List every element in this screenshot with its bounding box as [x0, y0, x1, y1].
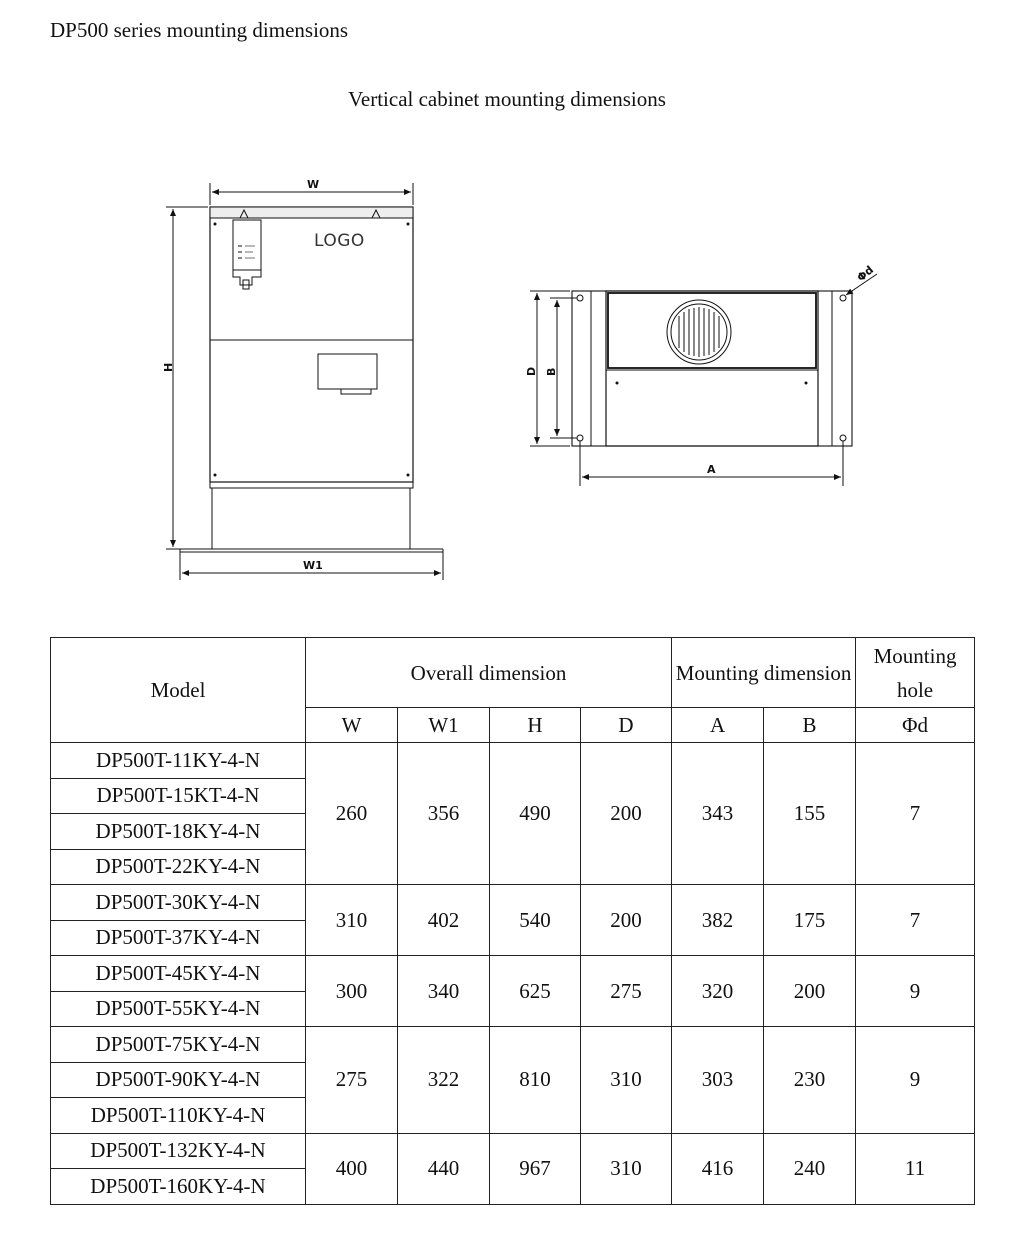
- table-row: [51, 743, 975, 779]
- value-b: 240: [764, 1133, 856, 1204]
- value-w1: 402: [398, 885, 490, 956]
- dim-label-hole: Φd: [854, 263, 877, 285]
- dim-label-a: A: [707, 463, 716, 476]
- value-d: 275: [581, 956, 672, 1027]
- table-row: [51, 885, 975, 921]
- table-row: [51, 1133, 975, 1169]
- side-view-drawing: [530, 274, 877, 486]
- dim-label-d: D: [525, 366, 538, 376]
- table-row: [51, 1027, 975, 1063]
- figure-caption: Vertical cabinet mounting dimensions: [348, 87, 666, 111]
- value-d: 310: [581, 1027, 672, 1134]
- model-cell: DP500T-160KY-4-N: [51, 1169, 306, 1205]
- model-cell: DP500T-15KT-4-N: [51, 778, 306, 814]
- model-cell: DP500T-45KY-4-N: [51, 956, 306, 992]
- table-row: [51, 956, 975, 992]
- value-d: 200: [581, 743, 672, 885]
- dim-label-h: H: [162, 362, 175, 372]
- dim-label-b: B: [545, 367, 558, 376]
- value-w: 260: [306, 743, 398, 885]
- value-hole: 9: [856, 1027, 975, 1134]
- header-mounting-hole: Mounting hole: [856, 638, 975, 708]
- value-a: 416: [672, 1133, 764, 1204]
- column-header-b: B: [764, 708, 856, 743]
- value-a: 303: [672, 1027, 764, 1134]
- dim-label-w: W: [307, 178, 320, 191]
- dimensions-table: [50, 637, 975, 1205]
- value-w1: 340: [398, 956, 490, 1027]
- header-model: Model: [51, 638, 306, 743]
- value-w1: 322: [398, 1027, 490, 1134]
- model-cell: DP500T-37KY-4-N: [51, 920, 306, 956]
- dim-label-w1: W1: [303, 559, 323, 572]
- model-cell: DP500T-75KY-4-N: [51, 1027, 306, 1063]
- value-a: 320: [672, 956, 764, 1027]
- value-w: 400: [306, 1133, 398, 1204]
- value-b: 230: [764, 1027, 856, 1134]
- document-title: DP500 series mounting dimensions: [50, 18, 349, 42]
- model-cell: DP500T-30KY-4-N: [51, 885, 306, 921]
- model-cell: DP500T-90KY-4-N: [51, 1062, 306, 1098]
- value-b: 155: [764, 743, 856, 885]
- value-d: 200: [581, 885, 672, 956]
- column-header-hole: Φd: [856, 708, 975, 743]
- value-b: 175: [764, 885, 856, 956]
- header-overall-dimension: Overall dimension: [306, 638, 672, 708]
- value-a: 343: [672, 743, 764, 885]
- model-cell: DP500T-11KY-4-N: [51, 743, 306, 779]
- value-w: 300: [306, 956, 398, 1027]
- value-h: 490: [490, 743, 581, 885]
- value-w1: 356: [398, 743, 490, 885]
- value-w: 275: [306, 1027, 398, 1134]
- logo-text: LOGO: [314, 231, 365, 251]
- header-mounting-dimension: Mounting dimension: [672, 638, 856, 708]
- model-cell: DP500T-132KY-4-N: [51, 1133, 306, 1169]
- value-b: 200: [764, 956, 856, 1027]
- front-view-drawing: [166, 183, 443, 580]
- value-hole: 7: [856, 885, 975, 956]
- value-hole: 7: [856, 743, 975, 885]
- column-header-a: A: [672, 708, 764, 743]
- value-w: 310: [306, 885, 398, 956]
- column-header-w: W: [306, 708, 398, 743]
- value-h: 540: [490, 885, 581, 956]
- value-w1: 440: [398, 1133, 490, 1204]
- value-h: 810: [490, 1027, 581, 1134]
- model-cell: DP500T-55KY-4-N: [51, 991, 306, 1027]
- dimension-drawings: [0, 0, 1014, 620]
- value-h: 625: [490, 956, 581, 1027]
- model-cell: DP500T-18KY-4-N: [51, 814, 306, 850]
- column-header-w1: W1: [398, 708, 490, 743]
- column-header-d: D: [581, 708, 672, 743]
- column-header-h: H: [490, 708, 581, 743]
- value-d: 310: [581, 1133, 672, 1204]
- value-h: 967: [490, 1133, 581, 1204]
- model-cell: DP500T-110KY-4-N: [51, 1098, 306, 1134]
- model-cell: DP500T-22KY-4-N: [51, 849, 306, 885]
- value-a: 382: [672, 885, 764, 956]
- value-hole: 11: [856, 1133, 975, 1204]
- value-hole: 9: [856, 956, 975, 1027]
